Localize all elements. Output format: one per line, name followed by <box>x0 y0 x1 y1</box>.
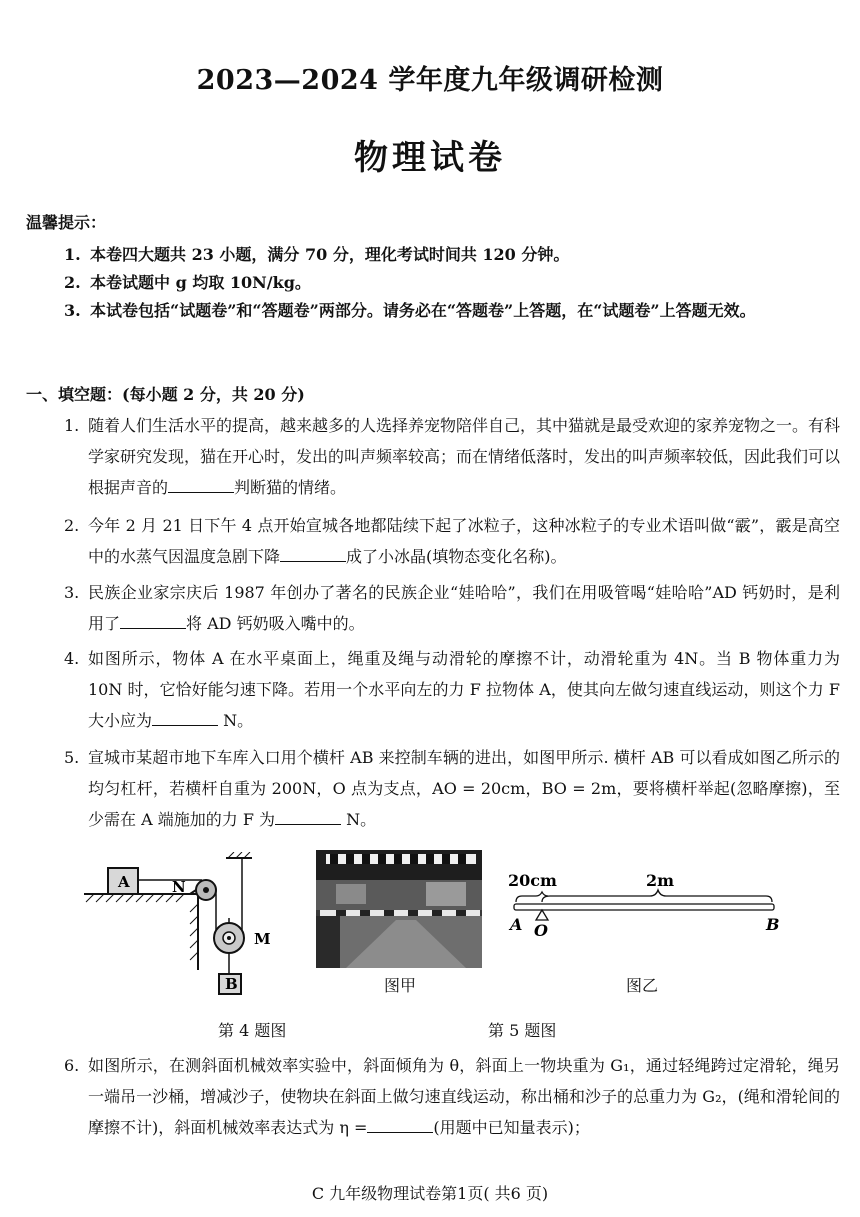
question-text-tail: N。 <box>218 711 254 730</box>
label-a: A <box>510 915 523 934</box>
question-text: 今年 2 月 21 日下午 4 点开始宣城各地都陆续下起了冰粒子，这种冰粒子的专业术语叫做“霰”，霰是高空中的水蒸气因温度急剧下降 <box>88 516 840 566</box>
answer-blank[interactable] <box>275 810 341 825</box>
tip-item-2 <box>64 268 840 298</box>
figure-4-pulley-diagram <box>80 852 290 1002</box>
question-number: 6. <box>64 1056 80 1075</box>
question-text: 如图所示，物体 A 在水平桌面上，绳重及绳与动滑轮的摩擦不计，动滑轮重为 4N。当 B 物体重力为 10N 时，它恰好能匀速下降。若用一个水平向左的力 F 拉物体 A，使其向左做匀速直线运动，则这个力 F 大小应为 <box>88 649 840 730</box>
answer-blank[interactable] <box>120 614 186 629</box>
tip-number: 2. <box>64 273 81 292</box>
question-text-tail: 将 AD 钙奶吸入嘴中的。 <box>186 614 365 633</box>
label-m: M <box>254 930 271 948</box>
question-3 <box>64 577 840 639</box>
label-b: B <box>225 975 238 993</box>
exam-year-title: 2023—2024 学年度九年级调研检测 <box>196 65 664 96</box>
tip-item-1 <box>64 240 840 270</box>
page-footer: C 九年级物理试卷第1页( 共6 页) <box>311 1184 549 1203</box>
lever-bar <box>514 904 774 910</box>
tip-number: 3. <box>64 301 81 320</box>
tip-text: 本卷四大题共 23 小题，满分 70 分，理化考试时间共 120 分钟。 <box>90 245 570 264</box>
question-text-tail: 判断猫的情绪。 <box>234 478 347 497</box>
label-b: B <box>766 915 780 934</box>
figure-5b-lever-diagram <box>500 868 800 942</box>
tip-item-3 <box>64 296 840 326</box>
question-text: 随着人们生活水平的提高，越来越多的人选择养宠物陪伴自己，其中猫就是最受欢迎的家养宠物之一。有科学家研究发现，猫在开心时，发出的叫声频率较高；而在情绪低落时，发出的叫声频率较低，因此我们可以根据声音的 <box>88 416 841 497</box>
answer-blank[interactable] <box>168 478 234 493</box>
exam-subject-title: 物理试卷 <box>354 138 506 178</box>
question-1 <box>64 410 840 503</box>
figure-5a-caption: 图甲 <box>384 976 417 995</box>
label-n: N <box>172 878 186 896</box>
label-20cm: 20cm <box>508 871 557 890</box>
question-number: 1. <box>64 416 80 435</box>
answer-blank[interactable] <box>367 1118 433 1133</box>
question-2 <box>64 510 840 572</box>
figure-5b-caption: 图乙 <box>626 976 659 995</box>
tips-label: 温馨提示： <box>26 213 107 232</box>
section-title: 一、填空题：(每小题 2 分，共 20 分) <box>26 385 305 404</box>
question-4 <box>64 643 840 736</box>
question-text-tail: (用题中已知量表示)； <box>433 1118 590 1137</box>
question-text: 宣城市某超市地下车库入口用个横杆 AB 来控制车辆的进出，如图甲所示. 横杆 AB 可以看成如图乙所示的均匀杠杆，若横杆自重为 200N，O 点为支点，AO = 20cm，BO = 2m，要将横杆举起(忽略摩擦)，至少需在 A 端施加的力 F 为 <box>88 748 840 829</box>
question-5 <box>64 742 840 835</box>
label-o: O <box>534 921 548 940</box>
question-number: 4. <box>64 649 80 668</box>
figure-5-caption: 第 5 题图 <box>488 1021 557 1040</box>
tip-text: 本卷试题中 g 均取 10N/kg。 <box>90 273 311 292</box>
question-text-tail: 成了小冰晶(填物态变化名称)。 <box>346 547 567 566</box>
answer-blank[interactable] <box>152 711 218 726</box>
question-number: 3. <box>64 583 80 602</box>
question-text: 民族企业家宗庆后 1987 年创办了著名的民族企业“娃哈哈”，我们在用吸管喝“娃哈哈”AD 钙奶时，是利用了 <box>88 583 840 633</box>
question-text-tail: N。 <box>341 810 377 829</box>
tip-number: 1. <box>64 245 81 264</box>
figure-5a-barrier-photo <box>316 850 482 968</box>
answer-blank[interactable] <box>280 547 346 562</box>
question-number: 2. <box>64 516 80 535</box>
label-a: A <box>118 873 130 891</box>
question-6 <box>64 1050 840 1143</box>
question-text: 如图所示，在测斜面机械效率实验中，斜面倾角为 θ，斜面上一物块重为 G₁，通过轻绳跨过定滑轮，绳另一端吊一沙桶，增减沙子，使物块在斜面上做匀速直线运动，称出桶和沙子的总重力为 G₂，(绳和滑轮间的摩擦不计)，斜面机械效率表达式为 η = <box>88 1056 840 1137</box>
figure-4-caption: 第 4 题图 <box>218 1021 287 1040</box>
question-number: 5. <box>64 748 80 767</box>
label-2m: 2m <box>646 871 675 890</box>
tip-text: 本试卷包括“试题卷”和“答题卷”两部分。请务必在“答题卷”上答题，在“试题卷”上答题无效。 <box>90 301 756 320</box>
